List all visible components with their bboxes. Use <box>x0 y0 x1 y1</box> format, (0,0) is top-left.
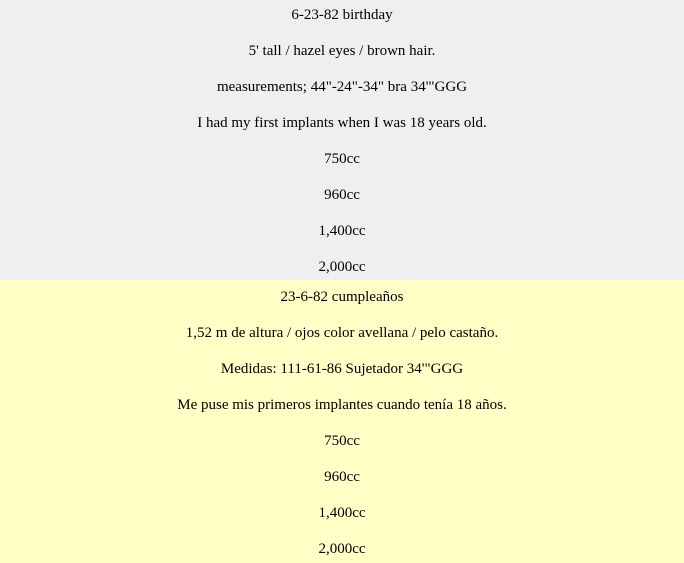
height-eyes-hair-text: 5' tall / hazel eyes / brown hair. <box>248 43 436 59</box>
english-section <box>0 0 684 280</box>
implant-size-item-es: 750cc <box>324 433 360 449</box>
implant-size-item-es: 1,400cc <box>318 505 366 521</box>
measurements-text: measurements; 44"-24"-34" bra 34'"GGG <box>216 79 468 95</box>
birthday-text: 6-23-82 birthday <box>291 7 393 23</box>
height-eyes-hair-text-es: 1,52 m de altura / ojos color avellana / pelo castaño. <box>185 325 499 341</box>
implant-size-item-es: 2,000cc <box>318 541 366 557</box>
implant-size-item: 1,400cc <box>318 223 366 239</box>
spanish-section <box>0 280 684 563</box>
implant-size-item: 960cc <box>324 187 360 203</box>
birthday-text-es: 23-6-82 cumpleaños <box>280 289 404 305</box>
implant-size-item: 750cc <box>324 151 360 167</box>
first-implants-text-es: Me puse mis primeros implantes cuando tenía 18 años. <box>177 397 507 413</box>
first-implants-text: I had my first implants when I was 18 years old. <box>197 115 487 131</box>
measurements-text-es: Medidas: 111-61-86 Sujetador 34'"GGG <box>220 361 464 377</box>
implant-size-item: 2,000cc <box>318 259 366 275</box>
implant-size-item-es: 960cc <box>324 469 360 485</box>
